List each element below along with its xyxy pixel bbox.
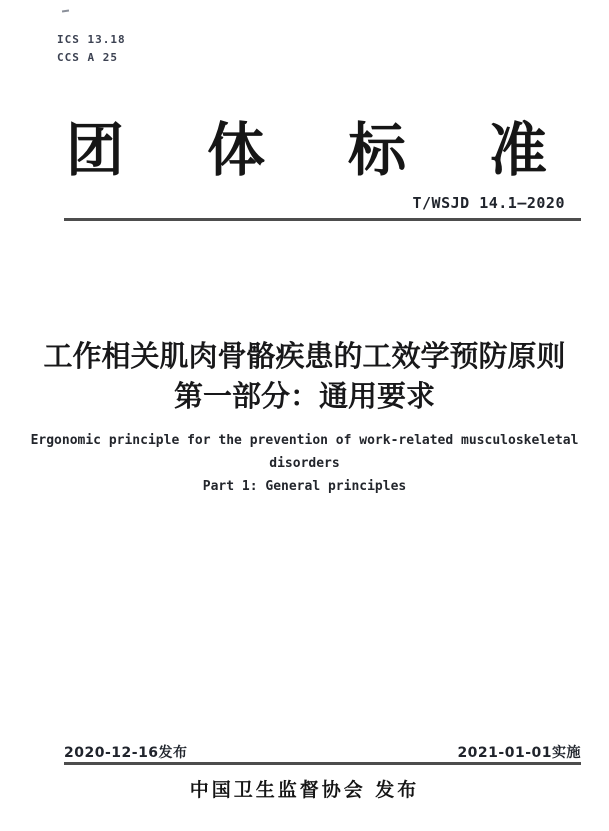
- doc-type-char: 体: [206, 116, 265, 184]
- doc-type-char: 标: [347, 116, 406, 184]
- chinese-title: [0, 336, 609, 416]
- top-corner-mark: [62, 10, 69, 13]
- chinese-title-line2: 第一部分：通用要求: [173, 379, 435, 413]
- header-rule: [64, 218, 581, 221]
- ics-code: ICS 13.18: [57, 33, 126, 46]
- english-title: [0, 429, 609, 498]
- english-title-line1: Ergonomic principle for the prevention of work-related musculoskeletal: [30, 433, 579, 448]
- doc-type-char: 准: [488, 116, 547, 184]
- chinese-title-line1: 工作相关肌肉骨骼疾患的工效学预防原则: [43, 339, 566, 373]
- english-title-line3: Part 1: General principles: [202, 479, 407, 494]
- classification-codes: [57, 31, 126, 67]
- standard-number: T/WSJD 14.1—2020: [412, 194, 565, 212]
- doc-type-char: 团: [66, 116, 125, 184]
- document-type-title: [66, 118, 547, 182]
- ccs-code: CCS A 25: [57, 51, 118, 64]
- implementation-date: 2021-01-01实施: [457, 745, 581, 761]
- date-row: [64, 742, 581, 762]
- footer-rule: [64, 762, 581, 765]
- english-title-line2: disorders: [269, 456, 340, 471]
- publisher: 中国卫生监督协会 发布: [189, 779, 420, 801]
- issue-date: 2020-12-16发布: [64, 745, 188, 761]
